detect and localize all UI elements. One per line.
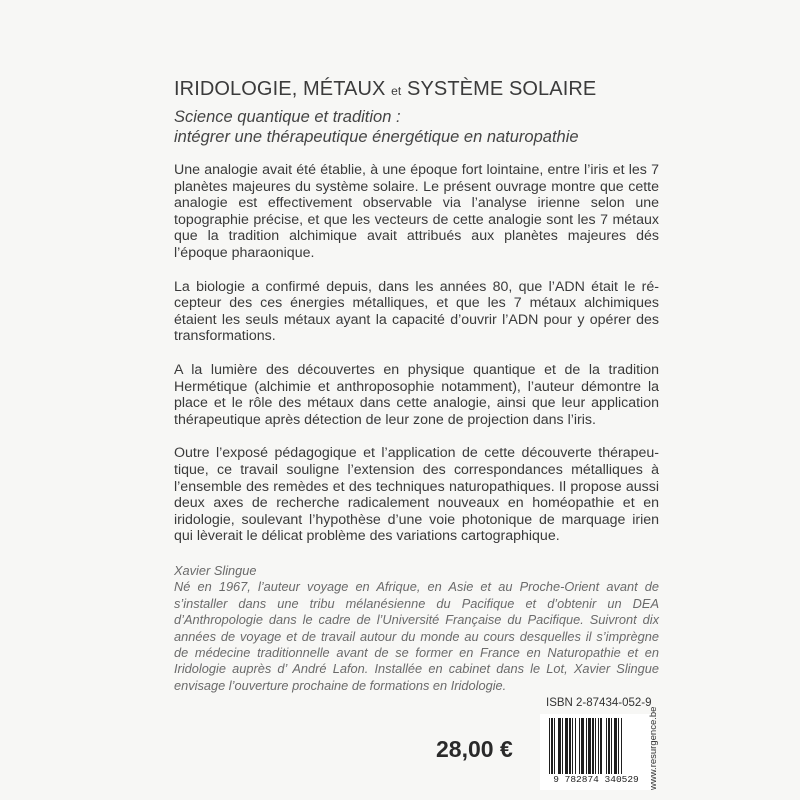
- author-bio: Né en 1967, l’auteur voyage en Afrique, en Asie et au Proche-Orient avant de s’installer dans une tribu mélanésienne du Pacifique et d’obtenir un DEA d’Anthropologie dans le cadre de l’Université Française du Pacifique. Suivront dix années de voyage et de travail autour du monde au cours desquelles il s’imprègne de médecine traditionnelle avant de se former en France en Naturopathie et en Iridologie auprès d’ André Lafon. Installée en cabinet dans le Lot, Xavier Slingue envisage l’ouverture prochaine de formations en Iridologie.: [174, 579, 659, 693]
- title-conjunction: et: [391, 84, 402, 98]
- isbn: ISBN 2-87434-052-9: [546, 697, 652, 709]
- blurb-paragraph-1: Une analogie avait été établie, à une époque fort lointaine, entre l’iris et les 7 planètes majeures du système solaire. Le présent ouvrage montre que cette analogie est effectivement observable via l’analyse irienne selon une topographie précise, et que les vecteurs de cette analogie sont les 7 métaux que la tradition alchimique avait attribués aux planètes majeures dés l’époque pharaonique.: [174, 162, 659, 261]
- subtitle-line-2: intégrer une thérapeutique énergétique en naturopathie: [174, 128, 579, 146]
- title-part-2: SYSTÈME SOLAIRE: [407, 78, 597, 100]
- barcode-digits: 9 782874 340529: [553, 774, 639, 785]
- blurb-paragraph-3: A la lumière des découvertes en physique quantique et de la tradition Hermétique (alchimie et anthroposophie notamment), l’auteur démontre la place et le rôle des métaux dans cette analogie, ainsi que leur application thérapeutique après détection de leur zone de projection dans l’iris.: [174, 361, 659, 428]
- blurb-paragraph-4: Outre l’exposé pédagogique et l’application de cette découverte thérapeutique, ce travail souligne l’extension des correspondances métalliques à l’ensemble des remèdes et des techniques naturopathiques. Il propose aussi deux axes de recherche radicalement nouveaux en homéopathie et en iridologie, soulevant l’hypothèse d’une voie photonique de marquage irien qui lèverait le délicat problème des variations cartographique.: [174, 445, 659, 545]
- book-subtitle: [174, 107, 734, 147]
- book-title: [174, 78, 596, 101]
- barcode-bar: [622, 718, 624, 774]
- barcode: [549, 718, 649, 774]
- price: 28,00 €: [436, 736, 513, 762]
- subtitle-line-1: Science quantique et tradition :: [174, 108, 401, 126]
- publisher-website: www.resurgence.be: [648, 706, 659, 790]
- author-name: Xavier Slingue: [174, 563, 257, 578]
- blurb-paragraph-2: La biologie a confirmé depuis, dans les années 80, que l’ADN était le récepteur des ces énergies métalliques, et que les 7 métaux alchimiques étaient les seuls métaux ayant la capacité d’ouvrir l’ADN pour y opérer des transformations.: [174, 278, 659, 345]
- blurb: [174, 162, 659, 562]
- author-section: [174, 563, 659, 694]
- title-part-1: IRIDOLOGIE, MÉTAUX: [174, 78, 386, 100]
